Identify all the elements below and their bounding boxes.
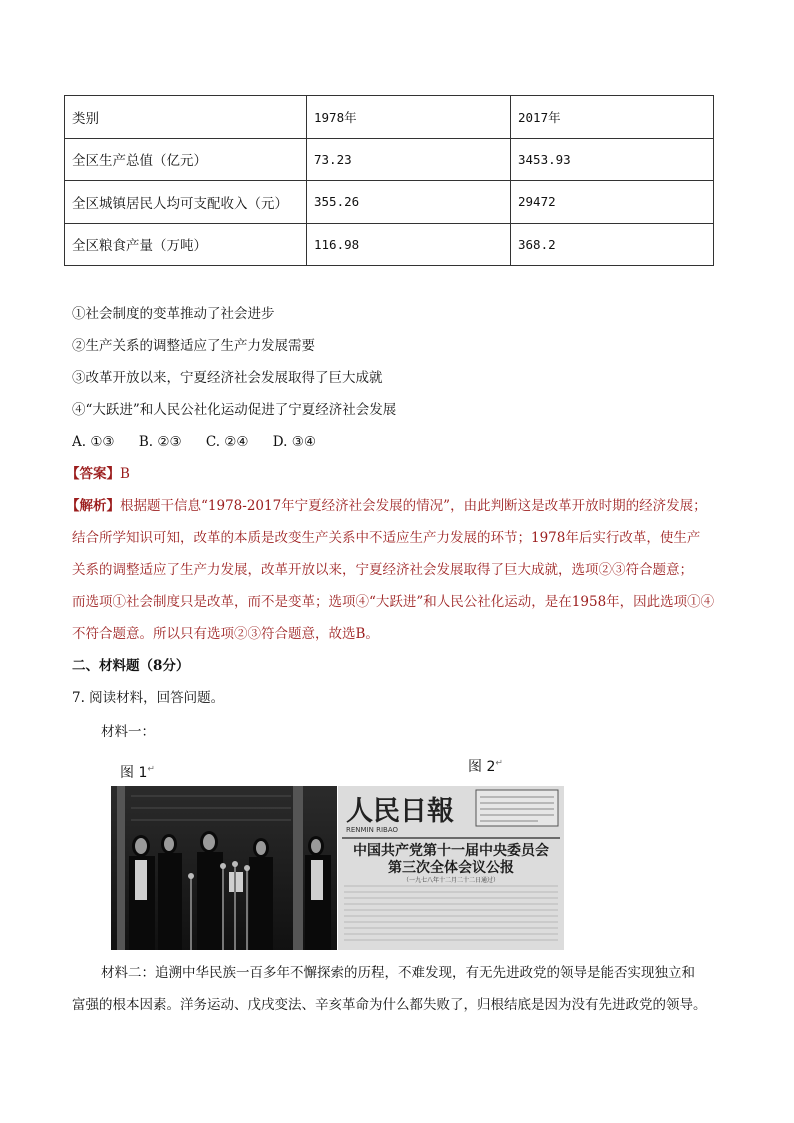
analysis-line-4: 而选项①社会制度只是改革，而不是变革；选项④“大跃进”和人民公社化运动，是在1958年，因此选项①④: [72, 594, 715, 610]
table-cell: 368.2: [511, 223, 714, 266]
answer-line: [66, 464, 716, 484]
table-cell: 29472: [511, 181, 714, 224]
newspaper-headline-2: 第三次全体会议公报: [388, 860, 514, 876]
table-cell: 全区城镇居民人均可支配收入（元）: [65, 181, 307, 224]
answer-value: B: [120, 466, 130, 482]
data-table: [64, 95, 714, 266]
table-row: [65, 138, 714, 181]
statement-3: ③改革开放以来，宁夏经济社会发展取得了巨大成就: [72, 370, 383, 386]
table-header-row: [65, 96, 714, 139]
analysis-line-2: 结合所学知识可知，改革的本质是改变生产关系中不适应生产力发展的环节；1978年后实行改革，使生产: [72, 530, 701, 546]
analysis-tag: 【解析】: [66, 498, 120, 514]
table-header-cell: 1978年: [307, 96, 511, 139]
newspaper-headline-1: 中国共产党第十一届中央委员会: [353, 843, 549, 859]
analysis-line-3: 关系的调整适应了生产力发展，改革开放以来，宁夏经济社会发展取得了巨大成就，选项②③符合题意；: [72, 562, 693, 578]
analysis-line-5: 不符合题意。所以只有选项②③符合题意，故选B。: [72, 626, 379, 642]
figure-2-newspaper: [338, 786, 564, 950]
statement-4: ④“大跃进”和人民公社化运动促进了宁夏经济社会发展: [72, 402, 397, 418]
table-header-cell: 2017年: [511, 96, 714, 139]
section-title: 二、材料题（8分）: [72, 658, 190, 674]
table-cell: 全区粮食产量（万吨）: [65, 223, 307, 266]
question-text: 7. 阅读材料，回答问题。: [72, 690, 225, 706]
table-cell: 116.98: [307, 223, 511, 266]
option-d: D. ③④: [272, 434, 316, 450]
table-cell: 355.26: [307, 181, 511, 224]
option-b: B. ②③: [138, 434, 182, 450]
newspaper-masthead: 人民日報: [346, 796, 454, 827]
table-cell: 3453.93: [511, 138, 714, 181]
option-a: A. ①③: [72, 434, 115, 450]
table-cell: 73.23: [307, 138, 511, 181]
table-cell: 全区生产总值（亿元）: [65, 138, 307, 181]
answer-options: [72, 432, 722, 452]
answer-tag: 【答案】: [66, 466, 120, 482]
analysis-line-1: 【解析】根据题干信息“1978-2017年宁夏经济社会发展的情况”，由此判断这是改革开放时期的经济发展；: [66, 498, 707, 514]
option-c: C. ②④: [205, 434, 249, 450]
material-1-label: 材料一：: [101, 724, 155, 740]
newspaper-pinyin: RENMIN RIBAO: [346, 826, 398, 834]
table-row: [65, 181, 714, 224]
figure-2-caption: 图 2↵: [468, 758, 503, 775]
figure-1-caption: 图 1↵: [120, 764, 155, 781]
table-header-cell: 类别: [65, 96, 307, 139]
newspaper-dateline: （一九七八年十二月二十二日通过）: [402, 877, 500, 884]
material-2-line-2: 富强的根本因素。洋务运动、戊戌变法、辛亥革命为什么都失败了，归根结底是因为没有先进政党的领导。: [72, 997, 707, 1013]
statement-2: ②生产关系的调整适应了生产力发展需要: [72, 338, 315, 354]
table-row: [65, 223, 714, 266]
figure-1-photo: [111, 786, 337, 950]
statement-1: ①社会制度的变革推动了社会进步: [72, 306, 275, 322]
material-2-line-1: 材料二：追溯中华民族一百多年不懈探索的历程，不难发现，有无先进政党的领导是能否实现独立和: [101, 965, 695, 981]
